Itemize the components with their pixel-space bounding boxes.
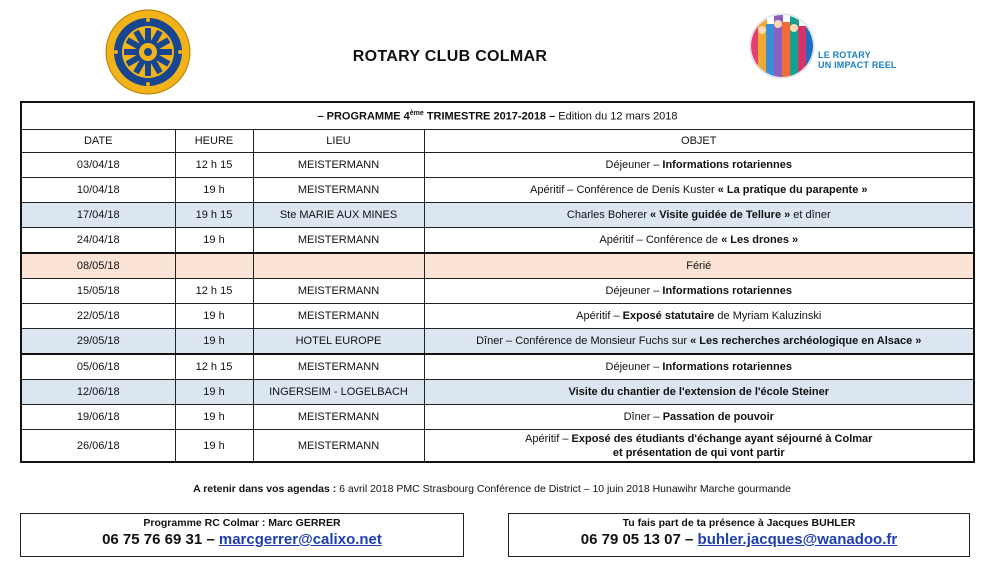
cell-lieu: MEISTERMANN (253, 405, 424, 430)
cell-date: 15/05/18 (21, 279, 175, 304)
cell-heure: 19 h (175, 178, 253, 203)
cell-objet: Férié (424, 253, 974, 279)
cell-date: 26/06/18 (21, 430, 175, 463)
cell-date: 22/05/18 (21, 304, 175, 329)
cell-heure: 19 h 15 (175, 203, 253, 228)
cell-heure: 19 h (175, 430, 253, 463)
table-row (21, 380, 974, 405)
contact-heading: Programme RC Colmar : Marc GERRER (143, 517, 341, 529)
cell-objet: Dîner – Conférence de Monsieur Fuchs sur « Les recherches archéologique en Alsace » (424, 329, 974, 355)
programme-table (20, 101, 975, 463)
column-header-row (21, 130, 974, 153)
cell-lieu: MEISTERMANN (253, 178, 424, 203)
cell-objet: Dîner – Passation de pouvoir (424, 405, 974, 430)
table-row (21, 279, 974, 304)
cell-date: 19/06/18 (21, 405, 175, 430)
table-row (21, 354, 974, 380)
table-row (21, 430, 974, 463)
page-title: ROTARY CLUB COLMAR (352, 48, 548, 65)
table-row (21, 405, 974, 430)
rotary-wheel-icon (104, 8, 192, 96)
cell-lieu (253, 253, 424, 279)
rotary-impact-logo (748, 10, 898, 82)
cell-lieu: HOTEL EUROPE (253, 329, 424, 355)
table-row (21, 153, 974, 178)
cell-lieu: MEISTERMANN (253, 430, 424, 463)
cell-date: 17/04/18 (21, 203, 175, 228)
table-row (21, 178, 974, 203)
cell-objet: Visite du chantier de l'extension de l'école Steiner (424, 380, 974, 405)
cell-heure: 19 h (175, 380, 253, 405)
cell-lieu: MEISTERMANN (253, 304, 424, 329)
column-header-lieu: LIEU (253, 130, 424, 153)
cell-date: 12/06/18 (21, 380, 175, 405)
column-header-objet: OBJET (424, 130, 974, 153)
rotary-people-circle-icon (748, 10, 816, 82)
table-row (21, 329, 974, 355)
cell-heure: 12 h 15 (175, 153, 253, 178)
contact-phone: 06 79 05 13 07 – (580, 531, 698, 548)
agenda-note: A retenir dans vos agendas : 6 avril 2018 PMC Strasbourg Conférence de District – 10 juin 2018 Hunawihr Marche gourmande (193, 483, 791, 495)
cell-date: 10/04/18 (21, 178, 175, 203)
table-row (21, 203, 974, 228)
rotary-slogan: LE ROTARY UN IMPACT REEL (818, 50, 897, 70)
programme-caption: – PROGRAMME 4ème TRIMESTRE 2017-2018 – Edition du 12 mars 2018 (21, 102, 974, 130)
cell-lieu: MEISTERMANN (253, 354, 424, 380)
cell-lieu: MEISTERMANN (253, 228, 424, 254)
column-header-date: DATE (21, 130, 175, 153)
contact-email-link[interactable]: buhler.jacques@wanadoo.fr (697, 531, 898, 548)
cell-lieu: INGERSEIM - LOGELBACH (253, 380, 424, 405)
cell-heure: 19 h (175, 405, 253, 430)
contact-email-link[interactable]: marcgerrer@calixo.net (218, 531, 382, 548)
contact-details (21, 531, 463, 548)
cell-objet: Apéritif – Exposé statutaire de Myriam Kaluzinski (424, 304, 974, 329)
cell-objet: Apéritif – Conférence de Denis Kuster « La pratique du parapente » (424, 178, 974, 203)
attendance-contact-box (508, 513, 970, 557)
contact-heading: Tu fais part de ta présence à Jacques BUHLER (622, 517, 856, 529)
table-row (21, 253, 974, 279)
cell-objet: Apéritif – Conférence de « Les drones » (424, 228, 974, 254)
cell-objet: Déjeuner – Informations rotariennes (424, 279, 974, 304)
cell-lieu: Ste MARIE AUX MINES (253, 203, 424, 228)
cell-date: 24/04/18 (21, 228, 175, 254)
programme-caption-row (21, 102, 974, 130)
cell-heure (175, 253, 253, 279)
column-header-heure: HEURE (175, 130, 253, 153)
cell-heure: 12 h 15 (175, 279, 253, 304)
table-row (21, 304, 974, 329)
table-row (21, 228, 974, 254)
rotary-international-logo (104, 8, 192, 96)
cell-heure: 19 h (175, 228, 253, 254)
cell-objet: Apéritif – Exposé des étudiants d'échange ayant séjourné à Colmar et présentation de qui vont partir (424, 430, 974, 463)
cell-date: 29/05/18 (21, 329, 175, 355)
cell-heure: 12 h 15 (175, 354, 253, 380)
cell-date: 05/06/18 (21, 354, 175, 380)
cell-heure: 19 h (175, 329, 253, 355)
cell-date: 08/05/18 (21, 253, 175, 279)
cell-objet: Déjeuner – Informations rotariennes (424, 153, 974, 178)
cell-date: 03/04/18 (21, 153, 175, 178)
contact-details (509, 531, 969, 548)
programme-contact-box (20, 513, 464, 557)
cell-lieu: MEISTERMANN (253, 153, 424, 178)
cell-objet: Déjeuner – Informations rotariennes (424, 354, 974, 380)
cell-heure: 19 h (175, 304, 253, 329)
cell-objet: Charles Boherer « Visite guidée de Tellure » et dîner (424, 203, 974, 228)
cell-lieu: MEISTERMANN (253, 279, 424, 304)
contact-phone: 06 75 76 69 31 – (102, 531, 219, 548)
